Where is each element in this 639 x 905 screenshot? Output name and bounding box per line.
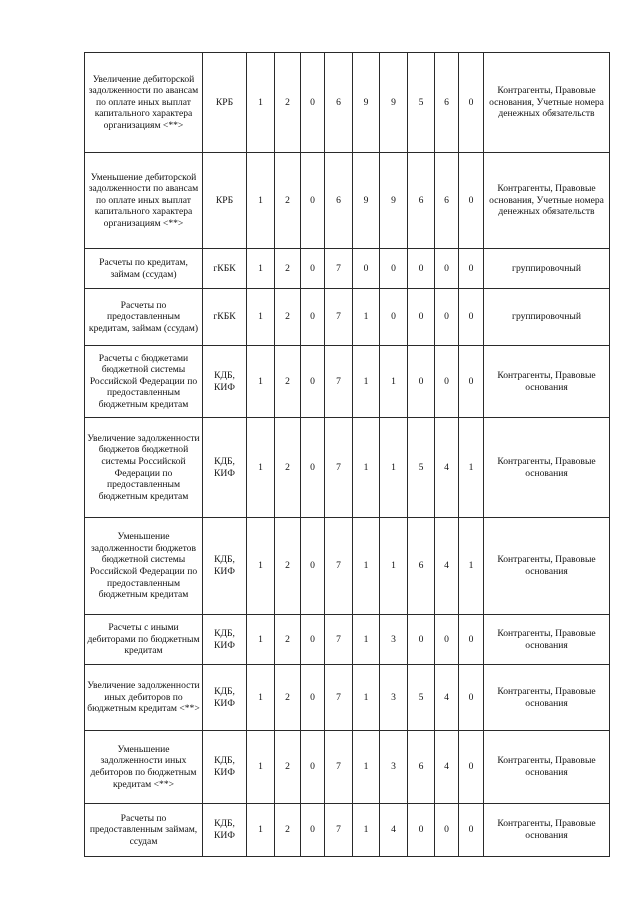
account-digit-cell: 4 — [435, 665, 459, 731]
code-type-cell: КДБ, КИФ — [203, 731, 247, 804]
account-digit-cell: 0 — [435, 615, 459, 665]
table-row — [85, 665, 610, 731]
account-digit-cell: 6 — [435, 153, 459, 249]
account-table — [84, 52, 610, 857]
account-digit-cell: 2 — [275, 153, 301, 249]
account-digit-cell: 1 — [247, 53, 275, 153]
account-digit-cell: 7 — [325, 289, 353, 346]
analytics-attributes-cell: Контрагенты, Правовые основания — [484, 615, 610, 665]
account-digit-cell: 0 — [459, 289, 484, 346]
account-digit-cell: 2 — [275, 615, 301, 665]
account-digit-cell: 1 — [247, 518, 275, 615]
account-digit-cell: 0 — [301, 804, 325, 857]
account-digit-cell: 7 — [325, 518, 353, 615]
account-name-cell: Расчеты с иными дебиторами по бюджетным кредитам — [85, 615, 203, 665]
code-type-cell: КДБ, КИФ — [203, 418, 247, 518]
table-row — [85, 615, 610, 665]
code-type-cell: гКБК — [203, 249, 247, 289]
code-type-cell: КДБ, КИФ — [203, 615, 247, 665]
account-digit-cell: 0 — [301, 418, 325, 518]
account-digit-cell: 9 — [380, 53, 408, 153]
account-digit-cell: 1 — [353, 289, 380, 346]
table-row — [85, 804, 610, 857]
code-type-cell: КДБ, КИФ — [203, 804, 247, 857]
code-type-cell: КДБ, КИФ — [203, 518, 247, 615]
account-digit-cell: 1 — [247, 346, 275, 418]
table-row — [85, 346, 610, 418]
account-digit-cell: 6 — [435, 53, 459, 153]
code-type-cell: КДБ, КИФ — [203, 665, 247, 731]
account-digit-cell: 0 — [301, 665, 325, 731]
table-row — [85, 249, 610, 289]
account-digit-cell: 4 — [435, 518, 459, 615]
account-digit-cell: 2 — [275, 804, 301, 857]
account-digit-cell: 5 — [408, 53, 435, 153]
account-digit-cell: 0 — [408, 615, 435, 665]
account-digit-cell: 7 — [325, 804, 353, 857]
account-digit-cell: 7 — [325, 731, 353, 804]
account-digit-cell: 4 — [435, 418, 459, 518]
account-digit-cell: 2 — [275, 249, 301, 289]
account-digit-cell: 4 — [380, 804, 408, 857]
account-name-cell: Увеличение дебиторской задолженности по авансам по оплате иных выплат капитального характера организациям <**> — [85, 53, 203, 153]
account-digit-cell: 0 — [301, 518, 325, 615]
account-digit-cell: 7 — [325, 346, 353, 418]
account-digit-cell: 7 — [325, 665, 353, 731]
account-digit-cell: 3 — [380, 615, 408, 665]
analytics-attributes-cell: Контрагенты, Правовые основания — [484, 731, 610, 804]
account-digit-cell: 0 — [459, 731, 484, 804]
account-digit-cell: 2 — [275, 518, 301, 615]
code-type-cell: КРБ — [203, 53, 247, 153]
account-name-cell: Уменьшение задолженности иных дебиторов по бюджетным кредитам <**> — [85, 731, 203, 804]
account-digit-cell: 1 — [247, 289, 275, 346]
account-digit-cell: 0 — [301, 153, 325, 249]
analytics-attributes-cell: группировочный — [484, 249, 610, 289]
account-digit-cell: 4 — [435, 731, 459, 804]
account-name-cell: Увеличение задолженности бюджетов бюджетной системы Российской Федерации по предоставленным бюджетным кредитам — [85, 418, 203, 518]
account-digit-cell: 3 — [380, 665, 408, 731]
account-digit-cell: 0 — [301, 289, 325, 346]
account-digit-cell: 0 — [301, 346, 325, 418]
account-digit-cell: 2 — [275, 289, 301, 346]
account-name-cell: Расчеты по кредитам, займам (ссудам) — [85, 249, 203, 289]
account-digit-cell: 0 — [408, 346, 435, 418]
account-digit-cell: 7 — [325, 418, 353, 518]
account-digit-cell: 0 — [459, 53, 484, 153]
account-digit-cell: 1 — [353, 615, 380, 665]
account-digit-cell: 0 — [459, 665, 484, 731]
account-digit-cell: 1 — [247, 731, 275, 804]
account-digit-cell: 9 — [353, 53, 380, 153]
account-digit-cell: 2 — [275, 731, 301, 804]
code-type-cell: гКБК — [203, 289, 247, 346]
account-digit-cell: 1 — [353, 346, 380, 418]
account-digit-cell: 1 — [247, 249, 275, 289]
account-digit-cell: 1 — [353, 418, 380, 518]
account-digit-cell: 1 — [247, 665, 275, 731]
account-digit-cell: 1 — [247, 804, 275, 857]
account-digit-cell: 0 — [459, 346, 484, 418]
analytics-attributes-cell: Контрагенты, Правовые основания — [484, 665, 610, 731]
account-digit-cell: 9 — [353, 153, 380, 249]
analytics-attributes-cell: Контрагенты, Правовые основания — [484, 804, 610, 857]
account-digit-cell: 1 — [353, 665, 380, 731]
account-digit-cell: 3 — [380, 731, 408, 804]
table-row — [85, 289, 610, 346]
account-digit-cell: 5 — [408, 665, 435, 731]
account-digit-cell: 0 — [435, 289, 459, 346]
table-body — [85, 53, 610, 857]
account-digit-cell: 9 — [380, 153, 408, 249]
account-digit-cell: 6 — [408, 518, 435, 615]
account-digit-cell: 0 — [435, 249, 459, 289]
code-type-cell: КДБ, КИФ — [203, 346, 247, 418]
account-digit-cell: 2 — [275, 346, 301, 418]
account-digit-cell: 2 — [275, 53, 301, 153]
account-name-cell: Увеличение задолженности иных дебиторов по бюджетным кредитам <**> — [85, 665, 203, 731]
account-digit-cell: 6 — [325, 153, 353, 249]
account-digit-cell: 0 — [459, 153, 484, 249]
table-row — [85, 418, 610, 518]
account-digit-cell: 0 — [353, 249, 380, 289]
account-digit-cell: 1 — [459, 518, 484, 615]
account-digit-cell: 0 — [459, 249, 484, 289]
account-digit-cell: 0 — [408, 289, 435, 346]
account-digit-cell: 1 — [459, 418, 484, 518]
analytics-attributes-cell: Контрагенты, Правовые основания — [484, 418, 610, 518]
account-digit-cell: 7 — [325, 249, 353, 289]
account-digit-cell: 0 — [408, 804, 435, 857]
account-digit-cell: 1 — [247, 615, 275, 665]
analytics-attributes-cell: группировочный — [484, 289, 610, 346]
account-digit-cell: 0 — [459, 615, 484, 665]
account-digit-cell: 1 — [247, 153, 275, 249]
account-digit-cell: 0 — [435, 804, 459, 857]
account-digit-cell: 6 — [408, 153, 435, 249]
analytics-attributes-cell: Контрагенты, Правовые основания, Учетные номера денежных обязательств — [484, 53, 610, 153]
account-name-cell: Расчеты по предоставленным займам, ссудам — [85, 804, 203, 857]
analytics-attributes-cell: Контрагенты, Правовые основания — [484, 518, 610, 615]
account-name-cell: Расчеты по предоставленным кредитам, займам (ссудам) — [85, 289, 203, 346]
account-digit-cell: 0 — [301, 731, 325, 804]
account-name-cell: Уменьшение задолженности бюджетов бюджетной системы Российской Федерации по предоставленным бюджетным кредитам — [85, 518, 203, 615]
account-digit-cell: 1 — [380, 346, 408, 418]
account-digit-cell: 1 — [380, 518, 408, 615]
analytics-attributes-cell: Контрагенты, Правовые основания — [484, 346, 610, 418]
account-digit-cell: 1 — [247, 418, 275, 518]
account-digit-cell: 0 — [380, 249, 408, 289]
account-digit-cell: 7 — [325, 615, 353, 665]
account-digit-cell: 1 — [380, 418, 408, 518]
account-digit-cell: 0 — [301, 249, 325, 289]
account-name-cell: Расчеты с бюджетами бюджетной системы Российской Федерации по предоставленным бюджетным кредитам — [85, 346, 203, 418]
account-digit-cell: 1 — [353, 731, 380, 804]
table-row — [85, 731, 610, 804]
account-digit-cell: 0 — [301, 615, 325, 665]
account-name-cell: Уменьшение дебиторской задолженности по авансам по оплате иных выплат капитального характера организациям <**> — [85, 153, 203, 249]
account-digit-cell: 0 — [380, 289, 408, 346]
account-digit-cell: 0 — [408, 249, 435, 289]
account-digit-cell: 6 — [408, 731, 435, 804]
account-digit-cell: 1 — [353, 804, 380, 857]
account-digit-cell: 6 — [325, 53, 353, 153]
account-digit-cell: 2 — [275, 665, 301, 731]
account-digit-cell: 5 — [408, 418, 435, 518]
table-row — [85, 518, 610, 615]
account-digit-cell: 0 — [435, 346, 459, 418]
account-digit-cell: 1 — [353, 518, 380, 615]
table-row — [85, 53, 610, 153]
code-type-cell: КРБ — [203, 153, 247, 249]
analytics-attributes-cell: Контрагенты, Правовые основания, Учетные номера денежных обязательств — [484, 153, 610, 249]
account-digit-cell: 2 — [275, 418, 301, 518]
account-digit-cell: 0 — [459, 804, 484, 857]
table-row — [85, 153, 610, 249]
account-digit-cell: 0 — [301, 53, 325, 153]
